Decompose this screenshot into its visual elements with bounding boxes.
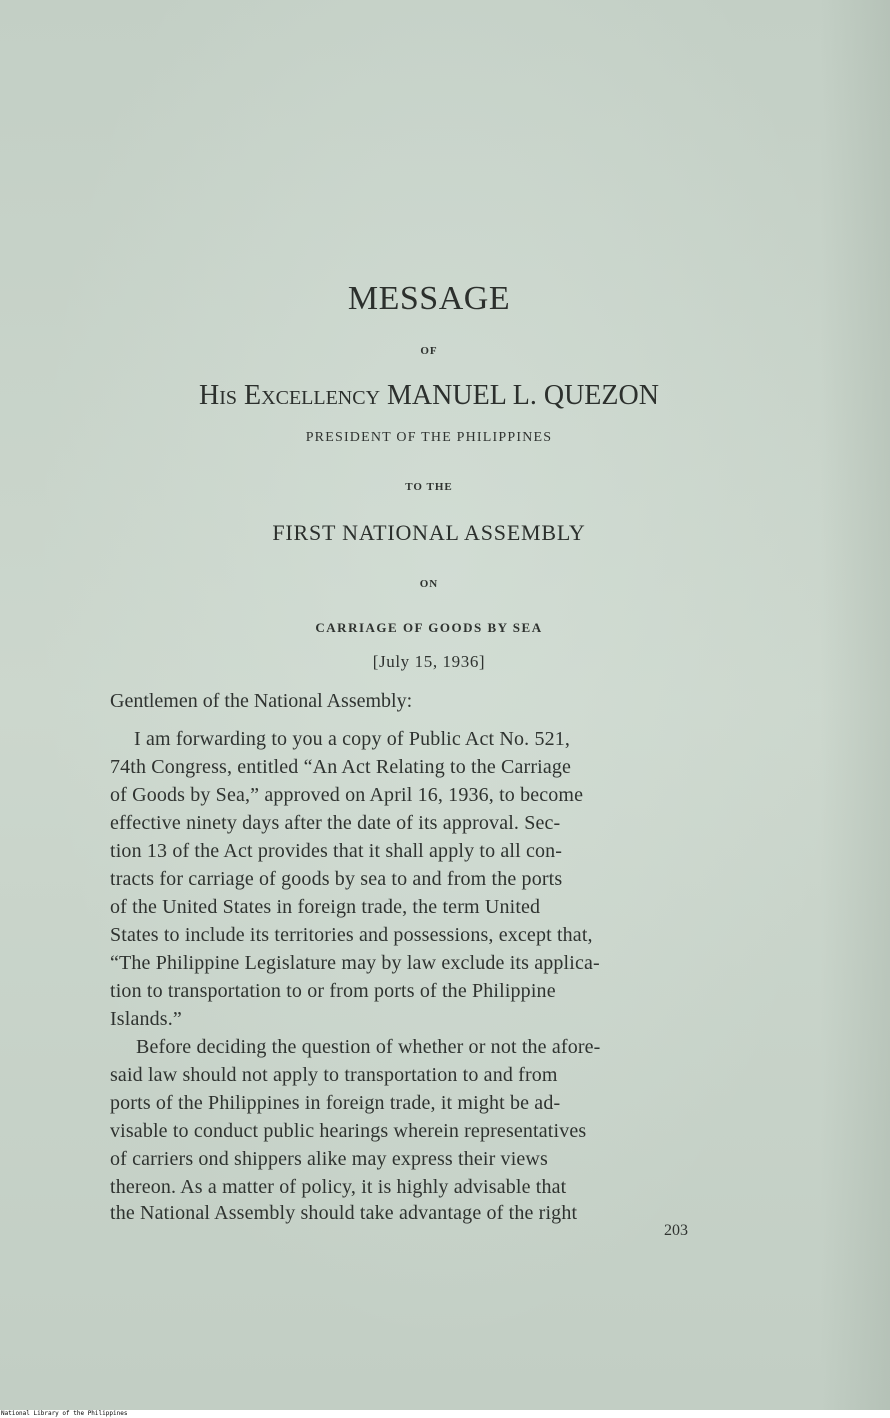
page-edge-shadow xyxy=(820,0,890,1410)
addresser-line xyxy=(0,380,858,412)
on-label: ON xyxy=(419,578,439,590)
page-number: 203 xyxy=(664,1222,688,1239)
of-label: OF xyxy=(420,345,438,357)
to-the-label: TO THE xyxy=(405,481,453,493)
paragraph-line: I am forwarding to you a copy of Public Act No. 521, xyxy=(134,728,571,750)
paragraph-line: 74th Congress, entitled “An Act Relating to the Carriage xyxy=(110,756,572,778)
paragraph-line: thereon. As a matter of policy, it is highly advisable that xyxy=(110,1176,567,1198)
paragraph-line: of the United States in foreign trade, the term United xyxy=(110,896,541,918)
paragraph-line: Islands.” xyxy=(110,1008,182,1030)
paragraph-line: Before deciding the question of whether or not the afore- xyxy=(136,1036,601,1058)
paragraph-line: visable to conduct public hearings wherein representatives xyxy=(110,1120,587,1142)
paragraph-line: “The Philippine Legislature may by law exclude its applica- xyxy=(110,952,600,974)
message-date: [July 15, 1936] xyxy=(372,652,486,671)
paragraph-line: ports of the Philippines in foreign trade, it might be ad- xyxy=(110,1092,561,1114)
paragraph-line: States to include its territories and possessions, except that, xyxy=(110,924,593,946)
salutation: Gentlemen of the National Assembly: xyxy=(110,690,413,712)
paragraph-line: tion to transportation to or from ports of the Philippine xyxy=(110,980,556,1002)
paragraph-line: tracts for carriage of goods by sea to and from the ports xyxy=(110,868,563,890)
paragraph-line: tion 13 of the Act provides that it shall apply to all con- xyxy=(110,840,563,862)
addresser-name: MANUEL L. QUEZON xyxy=(387,380,659,411)
excellency-prefix: His Excellency xyxy=(199,380,381,411)
paragraph-line: the National Assembly should take advantage of the right xyxy=(110,1202,578,1224)
footer-bar xyxy=(0,1410,890,1418)
recipient-assembly: FIRST NATIONAL ASSEMBLY xyxy=(272,520,586,545)
addresser-office: PRESIDENT OF THE PHILIPPINES xyxy=(305,430,553,445)
paragraph-line: effective ninety days after the date of its approval. Sec- xyxy=(110,812,561,834)
paragraph-line: of Goods by Sea,” approved on April 16, 1936, to become xyxy=(110,784,584,806)
message-subject: CARRIAGE OF GOODS BY SEA xyxy=(315,620,543,635)
paragraph-line: said law should not apply to transportation to and from xyxy=(110,1064,558,1086)
document-title: MESSAGE xyxy=(347,280,511,317)
footer-credit: National Library of the Philippines xyxy=(1,1410,128,1417)
paragraph-line: of carriers ond shippers alike may express their views xyxy=(110,1148,548,1170)
